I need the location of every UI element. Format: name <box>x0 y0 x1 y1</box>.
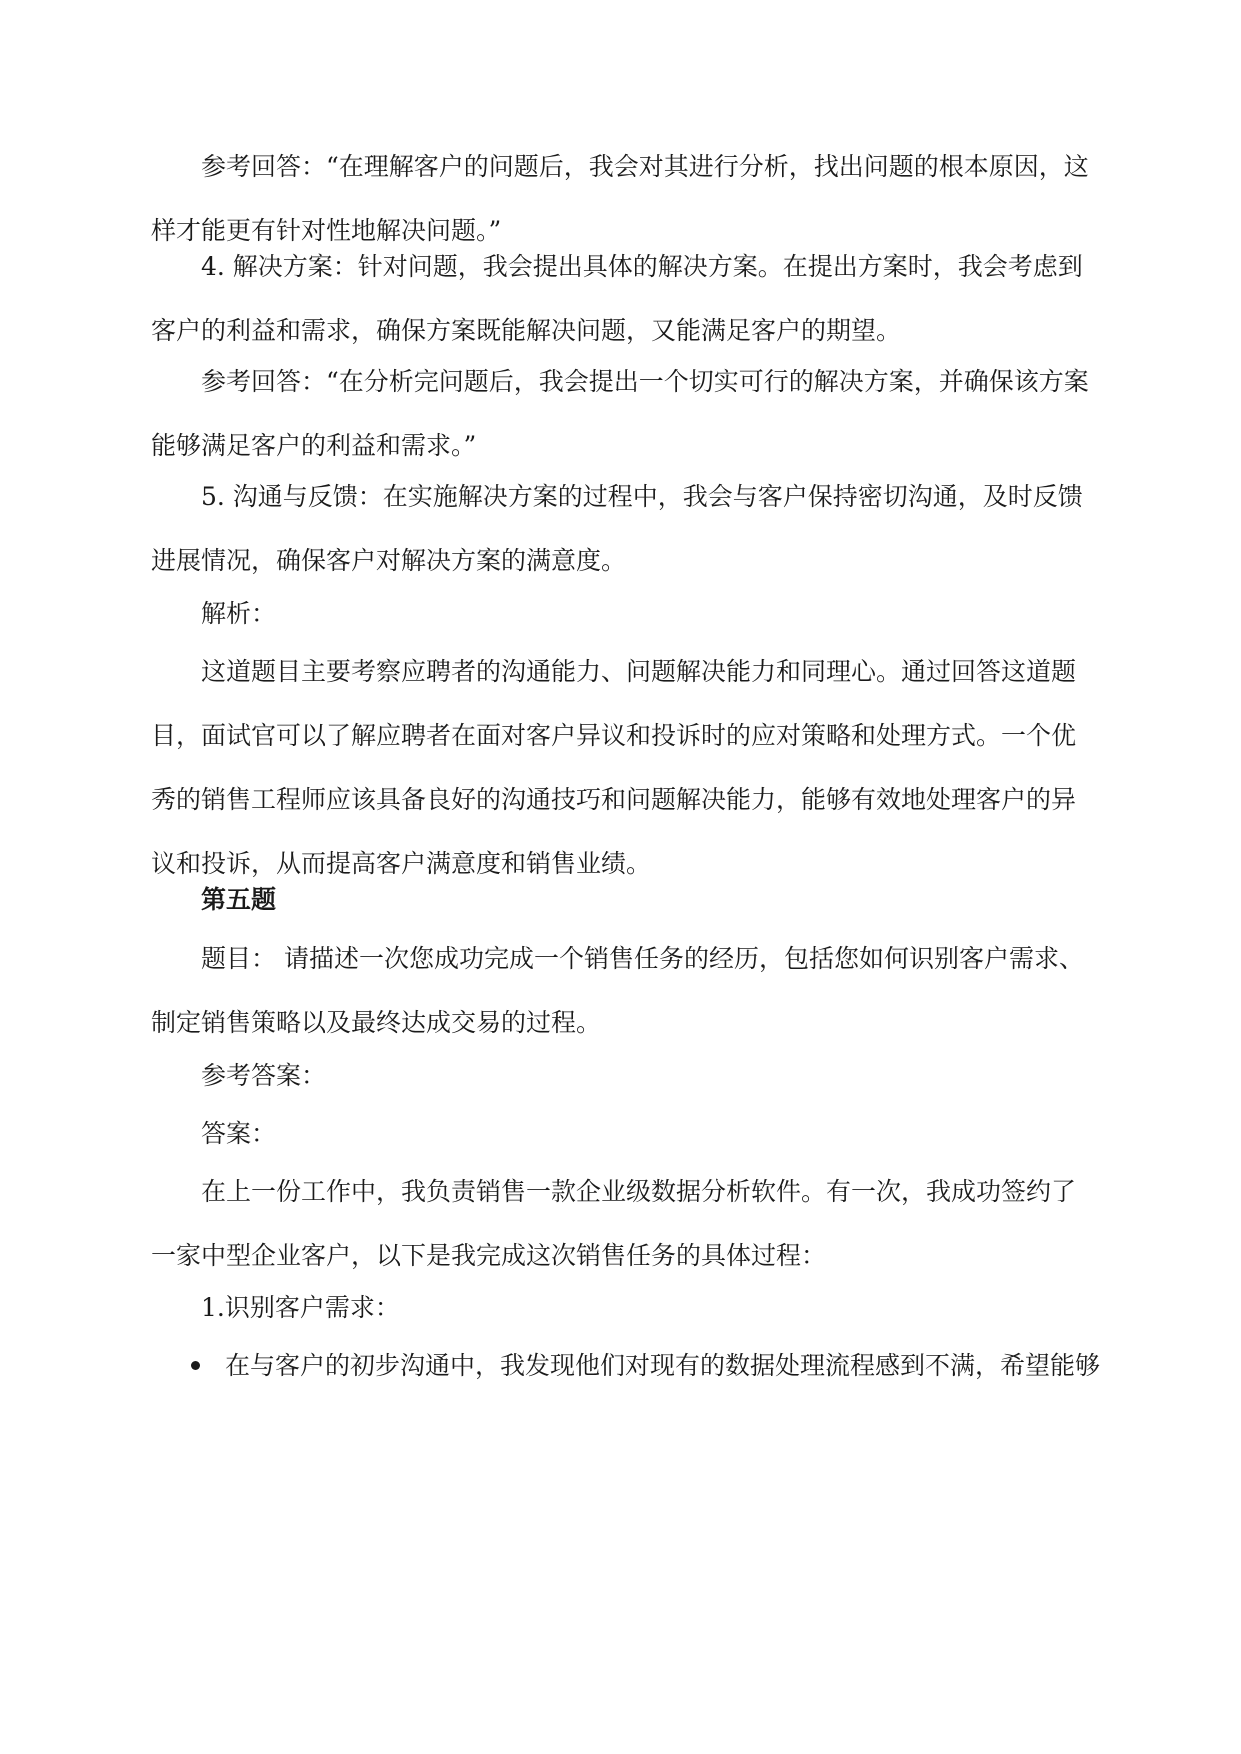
question-paragraph: 题目： 请描述一次您成功完成一个销售任务的经历，包括您如何识别客户需求、制定销售策略以及最终达成交易的过程。 <box>151 944 1084 1037</box>
reference-answer-paragraph: 参考回答：“在分析完问题后，我会提出一个切实可行的解决方案，并确保该方案能够满足客户的利益和需求。” <box>151 367 1089 460</box>
communication-step-paragraph: 5. 沟通与反馈：在实施解决方案的过程中，我会与客户保持密切沟通，及时反馈进展情况，确保客户对解决方案的满意度。 <box>151 482 1083 575</box>
analysis-paragraph: 这道题目主要考察应聘者的沟通能力、问题解决能力和同理心。通过回答这道题目，面试官可以了解应聘者在面对客户异议和投诉时的应对策略和处理方式。一个优秀的销售工程师应该具备良好的沟通技巧和问题解决能力，能够有效地处理客户的异议和投诉，从而提高客户满意度和销售业绩。 <box>151 657 1077 878</box>
reference-answer-paragraph: 参考回答：“在理解客户的问题后，我会对其进行分析，找出问题的根本原因，这样才能更有针对性地解决问题。” <box>151 152 1089 245</box>
reference-answer-label: 参考答案： <box>201 1061 327 1090</box>
answer-paragraph: 在上一份工作中，我负责销售一款企业级数据分析软件。有一次，我成功签约了一家中型企业客户，以下是我完成这次销售任务的具体过程： <box>151 1177 1077 1270</box>
section-heading: 第五题 <box>201 885 277 914</box>
list-item-text: 在与客户的初步沟通中，我发现他们对现有的数据处理流程感到不满，希望能够 <box>225 1351 1101 1380</box>
analysis-heading: 解析： <box>201 599 277 628</box>
bullet-icon <box>191 1361 200 1370</box>
solution-step-paragraph: 4. 解决方案：针对问题，我会提出具体的解决方案。在提出方案时，我会考虑到客户的利益和需求，确保方案既能解决问题，又能满足客户的期望。 <box>151 252 1083 345</box>
answer-label: 答案： <box>201 1119 277 1148</box>
step-heading: 1.识别客户需求： <box>201 1293 400 1322</box>
